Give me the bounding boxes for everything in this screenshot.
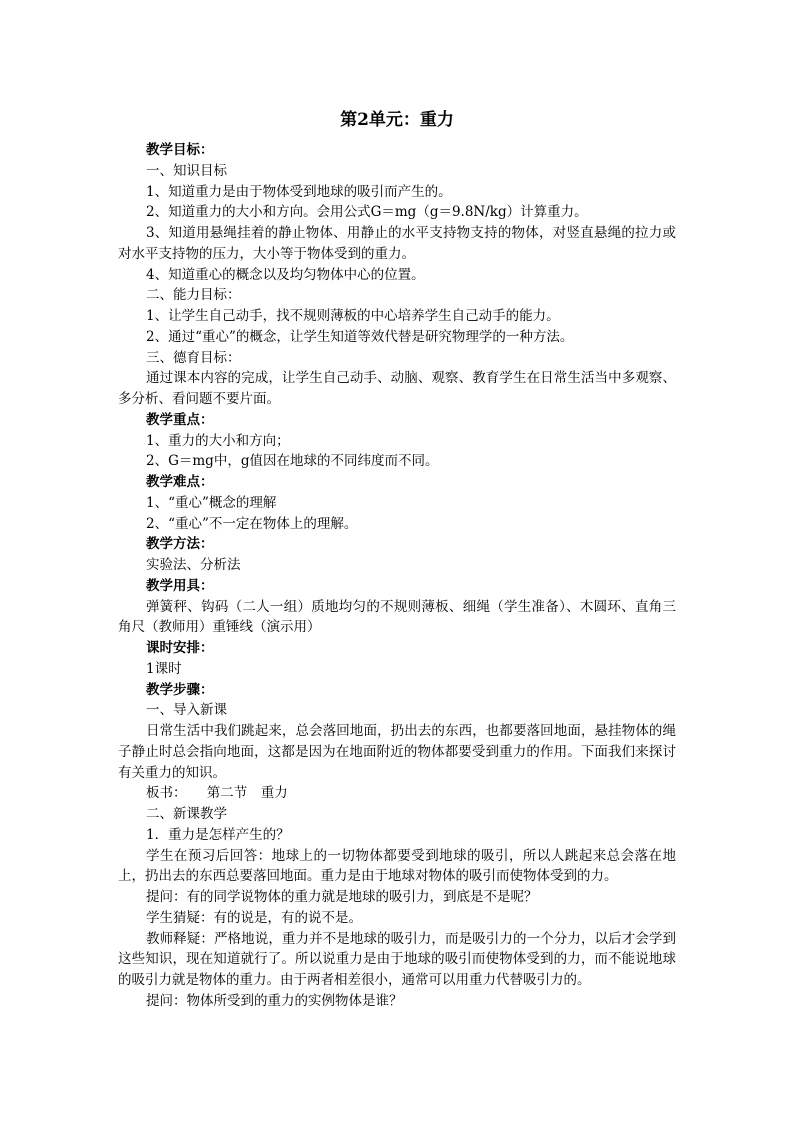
paragraph: 日常生活中我们跳起来，总会落回地面，扔出去的东西，也都要落回地面，悬挂物体的绳子静止时总会指向地面，这都是因为在地面附近的物体都要受到重力的作用。下面我们来探讨有关重力的知识。 — [118, 723, 676, 781]
paragraph: 2、通过“重心”的概念，让学生知道等效代替是研究物理学的一种方法。 — [146, 328, 574, 345]
paragraph: 一、导入新课 — [146, 702, 227, 719]
paragraph: 提问：物体所受到的重力的实例物体是谁？ — [146, 992, 403, 1009]
document-title: 第2单元：重力 — [340, 110, 454, 130]
paragraph: 学生在预习后回答：地球上的一切物体都要受到地球的吸引，所以人跳起来总会落在地上，扔出去的东西总要落回地面。重力是由于地球对物体的吸引而使物体受到的力。 — [118, 847, 676, 885]
section-heading: 教学目标： — [146, 142, 214, 158]
section-heading: 教学步骤： — [146, 681, 214, 698]
document-body — [118, 140, 676, 1012]
section-heading: 教学方法： — [146, 536, 214, 553]
paragraph: 通过课本内容的完成，让学生自己动手、动脑、观察、教育学生在日常生活当中多观察、多分析、看问题不要片面。 — [118, 370, 676, 407]
paragraph: 2、“重心”不一定在物体上的理解。 — [146, 515, 358, 532]
paragraph: 提问：有的同学说物体的重力就是地球的吸引力，到底是不是呢？ — [146, 889, 538, 905]
paragraph: 二、新课教学 — [146, 806, 227, 822]
section-heading: 教学难点： — [146, 474, 214, 490]
paragraph: 一、知识目标 — [146, 162, 227, 179]
paragraph: 板书： 第二节 重力 — [146, 785, 288, 802]
paragraph: 学生猜疑：有的说是，有的说不是。 — [146, 909, 362, 926]
paragraph: 1、“重心”概念的理解 — [146, 494, 277, 511]
paragraph: 1、重力的大小和方向； — [146, 432, 290, 449]
paragraph: 三、德育目标： — [146, 349, 241, 366]
paragraph: 2、知道重力的大小和方向。会用公式G＝mg（g＝9.8N/kg）计算重力。 — [146, 204, 588, 221]
paragraph: 4、知道重心的概念以及均匀物体中心的位置。 — [146, 266, 425, 283]
section-heading: 教学用具： — [146, 577, 214, 594]
paragraph: 实验法、分析法 — [146, 557, 241, 573]
paragraph: 弹簧秤、钩码（二人一组）质地均匀的不规则薄板、细绳（学生准备）、木圆环、直角三角尺（教师用）重锤线（演示用） — [118, 598, 676, 636]
paragraph: 1、让学生自己动手，找不规则薄板的中心培养学生自己动手的能力。 — [146, 308, 560, 324]
paragraph: 1．重力是怎样产生的？ — [146, 826, 290, 843]
section-heading: 教学重点： — [146, 411, 214, 428]
paragraph: 教师释疑：严格地说，重力并不是地球的吸引力，而是吸引力的一个分力，以后才会学到这些知识，现在知道就行了。所以说重力是由于地球的吸引而使物体受到的力，而不能说地球的吸引力就是物体的重力。由于两者相差很小，通常可以用重力代替吸引力的。 — [118, 930, 676, 988]
paragraph: 2、G＝mg中，g值因在地球的不同纬度而不同。 — [146, 453, 439, 470]
document-page — [118, 100, 676, 1012]
paragraph: 二、能力目标： — [146, 287, 241, 304]
section-heading: 课时安排： — [146, 640, 214, 656]
paragraph: 1课时 — [146, 660, 182, 677]
paragraph: 1、知道重力是由于物体受到地球的吸引而产生的。 — [146, 183, 452, 200]
paragraph: 3、知道用悬绳挂着的静止物体、用静止的水平支持物支持的物体，对竖直悬绳的拉力或对水平支持物的压力，大小等于物体受到的重力。 — [118, 225, 676, 262]
